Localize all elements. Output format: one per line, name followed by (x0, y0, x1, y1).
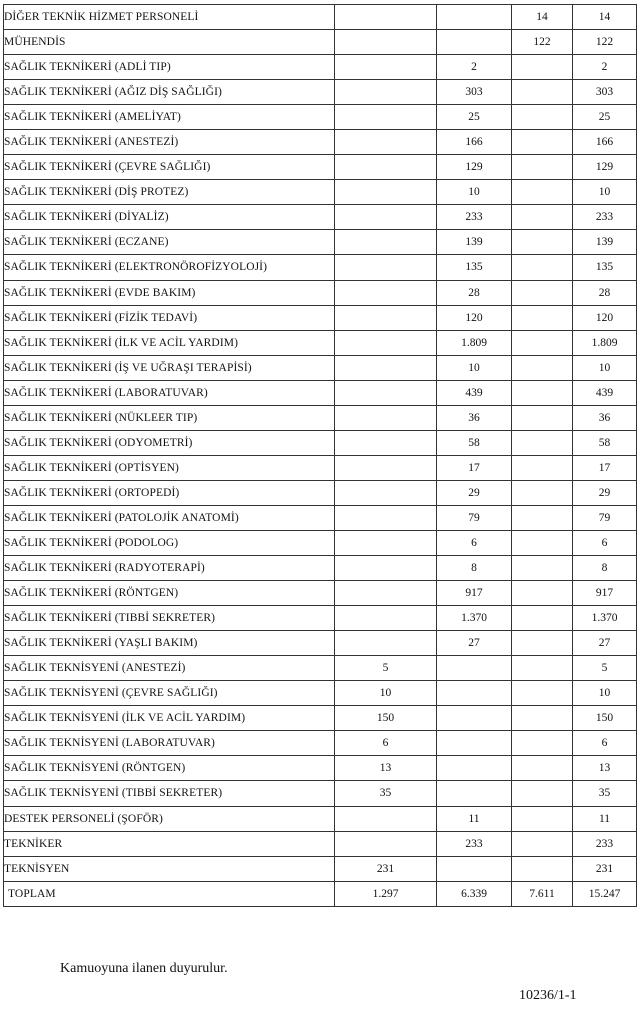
row-col2: 233 (437, 205, 512, 230)
totals-col1: 1.297 (335, 881, 437, 906)
row-col2 (437, 5, 512, 30)
row-title: SAĞLIK TEKNİKERİ (DİYALİZ) (4, 205, 335, 230)
row-col1 (335, 305, 437, 330)
row-col2 (437, 756, 512, 781)
row-col2: 6 (437, 530, 512, 555)
row-title: SAĞLIK TEKNİKERİ (ELEKTRONÖROFİZYOLOJİ) (4, 255, 335, 280)
row-col2: 10 (437, 180, 512, 205)
row-col2 (437, 731, 512, 756)
row-col3 (512, 831, 573, 856)
row-title: SAĞLIK TEKNİKERİ (RADYOTERAPİ) (4, 556, 335, 581)
row-col1 (335, 5, 437, 30)
row-total: 233 (573, 831, 637, 856)
row-total: 233 (573, 205, 637, 230)
row-col1 (335, 556, 437, 581)
row-col2 (437, 681, 512, 706)
table-row (4, 831, 637, 856)
table-row (4, 5, 637, 30)
row-col2: 25 (437, 105, 512, 130)
table-row (4, 180, 637, 205)
row-col1 (335, 30, 437, 55)
row-col2: 11 (437, 806, 512, 831)
row-total: 135 (573, 255, 637, 280)
row-col3 (512, 756, 573, 781)
table-row (4, 606, 637, 631)
row-col3: 122 (512, 30, 573, 55)
row-title: SAĞLIK TEKNİKERİ (DİŞ PROTEZ) (4, 180, 335, 205)
row-col2 (437, 856, 512, 881)
row-col2: 79 (437, 505, 512, 530)
row-total: 139 (573, 230, 637, 255)
row-title: SAĞLIK TEKNİKERİ (YAŞLI BAKIM) (4, 631, 335, 656)
row-col3 (512, 781, 573, 806)
row-total: 8 (573, 556, 637, 581)
row-col3 (512, 55, 573, 80)
row-col3 (512, 380, 573, 405)
row-title: SAĞLIK TEKNİKERİ (OPTİSYEN) (4, 455, 335, 480)
totals-col2: 6.339 (437, 881, 512, 906)
document-number: 10236/1-1 (519, 988, 577, 1003)
table-row (4, 706, 637, 731)
row-col3 (512, 255, 573, 280)
row-col1 (335, 455, 437, 480)
row-title: SAĞLIK TEKNİKERİ (RÖNTGEN) (4, 581, 335, 606)
row-col3 (512, 105, 573, 130)
row-col3 (512, 581, 573, 606)
row-title: SAĞLIK TEKNİKERİ (ANESTEZİ) (4, 130, 335, 155)
row-total: 166 (573, 130, 637, 155)
row-title: SAĞLIK TEKNİKERİ (PODOLOG) (4, 530, 335, 555)
row-title: SAĞLIK TEKNİKERİ (İLK VE ACİL YARDIM) (4, 330, 335, 355)
row-col1 (335, 105, 437, 130)
row-col1 (335, 230, 437, 255)
row-total: 58 (573, 430, 637, 455)
row-total: 35 (573, 781, 637, 806)
row-title: SAĞLIK TEKNİKERİ (İŞ VE UĞRAŞI TERAPİSİ) (4, 355, 335, 380)
row-title: SAĞLIK TEKNİKERİ (ÇEVRE SAĞLIĞI) (4, 155, 335, 180)
row-col1 (335, 280, 437, 305)
row-col3 (512, 330, 573, 355)
row-col2 (437, 30, 512, 55)
row-col2: 1.809 (437, 330, 512, 355)
row-title: MÜHENDİS (4, 30, 335, 55)
table-row (4, 656, 637, 681)
row-total: 10 (573, 355, 637, 380)
row-col1 (335, 405, 437, 430)
table-row (4, 30, 637, 55)
row-total: 11 (573, 806, 637, 831)
table-row (4, 631, 637, 656)
row-col2: 439 (437, 380, 512, 405)
row-title: SAĞLIK TEKNİKERİ (ORTOPEDİ) (4, 480, 335, 505)
row-title: SAĞLIK TEKNİKERİ (TIBBİ SEKRETER) (4, 606, 335, 631)
row-col2: 120 (437, 305, 512, 330)
row-title: SAĞLIK TEKNİKERİ (ODYOMETRİ) (4, 430, 335, 455)
row-col3 (512, 731, 573, 756)
row-col2: 139 (437, 230, 512, 255)
row-col2 (437, 781, 512, 806)
row-total: 6 (573, 731, 637, 756)
row-title: SAĞLIK TEKNİSYENİ (ÇEVRE SAĞLIĞI) (4, 681, 335, 706)
row-col1 (335, 380, 437, 405)
row-title: SAĞLIK TEKNİSYENİ (TIBBİ SEKRETER) (4, 781, 335, 806)
staff-table (3, 4, 637, 907)
row-title: SAĞLIK TEKNİKERİ (NÜKLEER TIP) (4, 405, 335, 430)
row-col3 (512, 530, 573, 555)
table-row (4, 756, 637, 781)
totals-row (4, 881, 637, 906)
row-title: SAĞLIK TEKNİKERİ (PATOLOJİK ANATOMİ) (4, 505, 335, 530)
row-col3 (512, 681, 573, 706)
row-col2: 29 (437, 480, 512, 505)
row-total: 150 (573, 706, 637, 731)
table-row (4, 556, 637, 581)
row-col3 (512, 656, 573, 681)
row-col2: 8 (437, 556, 512, 581)
table-row (4, 806, 637, 831)
row-total: 10 (573, 681, 637, 706)
table-row (4, 530, 637, 555)
row-col1: 10 (335, 681, 437, 706)
table-row (4, 130, 637, 155)
row-total: 17 (573, 455, 637, 480)
row-col2: 303 (437, 80, 512, 105)
row-col1 (335, 806, 437, 831)
totals-label: TOPLAM (4, 881, 335, 906)
row-col2: 17 (437, 455, 512, 480)
row-title: DESTEK PERSONELİ (ŞOFÖR) (4, 806, 335, 831)
row-col1: 13 (335, 756, 437, 781)
row-col3 (512, 230, 573, 255)
table-row (4, 230, 637, 255)
row-col2: 10 (437, 355, 512, 380)
table-row (4, 280, 637, 305)
row-col1 (335, 505, 437, 530)
row-total: 13 (573, 756, 637, 781)
row-col3 (512, 455, 573, 480)
row-col1 (335, 130, 437, 155)
row-title: SAĞLIK TEKNİSYENİ (İLK VE ACİL YARDIM) (4, 706, 335, 731)
row-col3 (512, 280, 573, 305)
row-title: SAĞLIK TEKNİKERİ (EVDE BAKIM) (4, 280, 335, 305)
row-col2: 28 (437, 280, 512, 305)
row-col1 (335, 180, 437, 205)
table-row (4, 355, 637, 380)
row-title: SAĞLIK TEKNİKERİ (AMELİYAT) (4, 105, 335, 130)
row-col1 (335, 831, 437, 856)
row-col1 (335, 581, 437, 606)
row-col3 (512, 405, 573, 430)
row-col3 (512, 606, 573, 631)
row-col1 (335, 606, 437, 631)
row-title: DİĞER TEKNİK HİZMET PERSONELİ (4, 5, 335, 30)
row-total: 120 (573, 305, 637, 330)
row-col2: 36 (437, 405, 512, 430)
row-col1 (335, 430, 437, 455)
row-col1: 35 (335, 781, 437, 806)
row-col1 (335, 80, 437, 105)
row-title: TEKNİSYEN (4, 856, 335, 881)
totals-grand: 15.247 (573, 881, 637, 906)
row-title: SAĞLIK TEKNİKERİ (AĞIZ DİŞ SAĞLIĞI) (4, 80, 335, 105)
row-total: 303 (573, 80, 637, 105)
table-row (4, 731, 637, 756)
row-col2: 917 (437, 581, 512, 606)
row-col1 (335, 355, 437, 380)
row-col3 (512, 155, 573, 180)
row-col2: 135 (437, 255, 512, 280)
row-total: 917 (573, 581, 637, 606)
totals-col3: 7.611 (512, 881, 573, 906)
row-col2: 166 (437, 130, 512, 155)
table-row (4, 581, 637, 606)
table-row (4, 155, 637, 180)
row-col2: 2 (437, 55, 512, 80)
row-total: 5 (573, 656, 637, 681)
row-col2: 233 (437, 831, 512, 856)
row-col3 (512, 180, 573, 205)
row-col2 (437, 656, 512, 681)
row-total: 231 (573, 856, 637, 881)
row-col1 (335, 530, 437, 555)
row-col2: 27 (437, 631, 512, 656)
row-col1 (335, 205, 437, 230)
row-title: SAĞLIK TEKNİKERİ (LABORATUVAR) (4, 380, 335, 405)
row-title: SAĞLIK TEKNİSYENİ (LABORATUVAR) (4, 731, 335, 756)
row-total: 1.809 (573, 330, 637, 355)
row-total: 27 (573, 631, 637, 656)
row-total: 129 (573, 155, 637, 180)
table-row (4, 55, 637, 80)
row-title: SAĞLIK TEKNİKERİ (ADLİ TIP) (4, 55, 335, 80)
table-row (4, 330, 637, 355)
table-row (4, 380, 637, 405)
table-row (4, 480, 637, 505)
row-col1: 5 (335, 656, 437, 681)
staff-table-body (4, 5, 637, 882)
row-col1 (335, 480, 437, 505)
row-col3: 14 (512, 5, 573, 30)
row-col3 (512, 856, 573, 881)
row-col3 (512, 806, 573, 831)
row-total: 439 (573, 380, 637, 405)
row-col1 (335, 330, 437, 355)
table-row (4, 430, 637, 455)
row-title: SAĞLIK TEKNİKERİ (ECZANE) (4, 230, 335, 255)
table-row (4, 305, 637, 330)
row-col3 (512, 205, 573, 230)
row-col3 (512, 505, 573, 530)
row-col1 (335, 255, 437, 280)
row-col1: 6 (335, 731, 437, 756)
row-title: TEKNİKER (4, 831, 335, 856)
row-total: 14 (573, 5, 637, 30)
row-total: 2 (573, 55, 637, 80)
table-row (4, 856, 637, 881)
row-total: 29 (573, 480, 637, 505)
row-col3 (512, 130, 573, 155)
table-row (4, 681, 637, 706)
row-col3 (512, 430, 573, 455)
row-col3 (512, 480, 573, 505)
table-row (4, 255, 637, 280)
row-total: 79 (573, 505, 637, 530)
row-col3 (512, 706, 573, 731)
row-col2: 58 (437, 430, 512, 455)
announcement-note: Kamuoyuna ilanen duyurulur. (60, 961, 228, 976)
row-col1: 150 (335, 706, 437, 731)
row-total: 36 (573, 405, 637, 430)
row-total: 1.370 (573, 606, 637, 631)
table-row (4, 781, 637, 806)
row-col3 (512, 355, 573, 380)
row-col2 (437, 706, 512, 731)
row-total: 122 (573, 30, 637, 55)
table-row (4, 405, 637, 430)
row-col1 (335, 55, 437, 80)
row-title: SAĞLIK TEKNİKERİ (FİZİK TEDAVİ) (4, 305, 335, 330)
table-row (4, 205, 637, 230)
row-col3 (512, 556, 573, 581)
row-total: 10 (573, 180, 637, 205)
row-title: SAĞLIK TEKNİSYENİ (RÖNTGEN) (4, 756, 335, 781)
table-row (4, 455, 637, 480)
row-total: 28 (573, 280, 637, 305)
row-col1 (335, 631, 437, 656)
row-col1 (335, 155, 437, 180)
row-col3 (512, 631, 573, 656)
row-title: SAĞLIK TEKNİSYENİ (ANESTEZİ) (4, 656, 335, 681)
row-col2: 1.370 (437, 606, 512, 631)
row-col3 (512, 80, 573, 105)
row-total: 6 (573, 530, 637, 555)
table-row (4, 105, 637, 130)
row-total: 25 (573, 105, 637, 130)
table-row (4, 505, 637, 530)
row-col2: 129 (437, 155, 512, 180)
table-row (4, 80, 637, 105)
row-col1: 231 (335, 856, 437, 881)
row-col3 (512, 305, 573, 330)
